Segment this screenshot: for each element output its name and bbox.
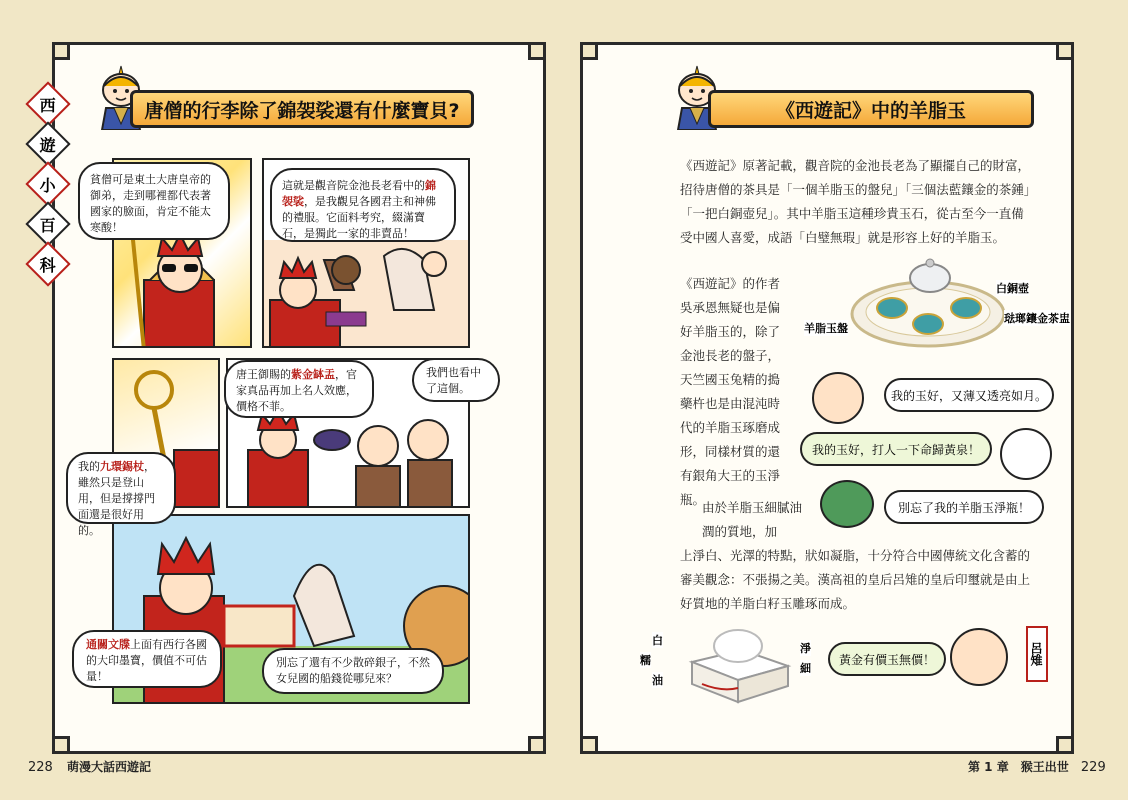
speech-bubble: [72, 630, 222, 688]
bubble-highlight: 通關文牒: [86, 638, 130, 651]
frame-corner: [1056, 42, 1074, 60]
speech-bubble: [412, 358, 500, 402]
tea-label-plate: 羊脂玉盤: [804, 322, 848, 335]
frame-corner: [528, 42, 546, 60]
left-header-title: 唐僧的行李除了錦袈裟還有什麼寶貝?: [130, 90, 474, 128]
seal-label-pure: 淨: [800, 642, 811, 655]
empress-name-tag: 呂雉: [1026, 626, 1048, 682]
bubble-text: 上面有西行各國的大印墨寶，價值不可估量！: [86, 638, 207, 683]
side-title-char: 百: [25, 201, 70, 246]
side-title-char: 西: [25, 81, 70, 126]
elder-face-icon: [812, 372, 864, 424]
chapter-title: 第 1 章 猴王出世: [968, 760, 1069, 774]
jade-seal-icon: [682, 622, 794, 706]
left-footer: [28, 758, 151, 775]
bubble-highlight: 九環錫杖: [100, 460, 144, 473]
jade-tea-set-icon: [848, 252, 1008, 352]
side-title-char: 科: [25, 241, 70, 286]
article-paragraph-1: 《西遊記》原著記載，觀音院的金池長老為了顯擺自己的財富，招待唐僧的茶具是「一個羊脂玉的盤兒」「三個法藍鑲金的茶鍾」「一把白銅壺兒」。其中羊脂玉這種珍貴玉石，從古至今一直備受中國人喜愛，成語「白璧無瑕」就是形容上好的羊脂玉。: [680, 158, 1031, 245]
frame-corner: [52, 736, 70, 754]
frame-corner: [580, 42, 598, 60]
side-title-char: 小: [25, 161, 70, 206]
frame-corner: [528, 736, 546, 754]
bubble-text: 這就是觀音院金池長老看中的: [282, 179, 425, 192]
speech-bubble: [66, 452, 176, 537]
speech-bubble: [224, 360, 374, 418]
speech-bubble: [270, 168, 456, 242]
quote-rabbit: 我的玉好，打人一下命歸黃泉！: [800, 432, 992, 466]
silver-horn-demon-face-icon: [820, 480, 874, 528]
speech-bubble: [78, 162, 230, 240]
frame-corner: [580, 736, 598, 754]
bubble-text: ，是我觀見各國君主和神佛的禮服。它面料考究，綴滿寶石，是獨此一家的非賣品！: [282, 195, 436, 240]
bubble-text: 別忘了還有不少散碎銀子，不然女兒國的船錢從哪兒來？: [276, 656, 430, 685]
jade-rabbit-face-icon: [1000, 428, 1052, 480]
bubble-text: ，官家真品再加上名人效應，價格不菲。: [236, 368, 357, 413]
seal-label-fine: 細: [800, 662, 811, 675]
right-page-number: 229: [1080, 760, 1106, 775]
bubble-text: 唐王御賜的: [236, 368, 291, 381]
speech-bubble: [262, 648, 444, 694]
right-header-title: 《西遊記》中的羊脂玉: [708, 90, 1034, 128]
article-paragraph-2: 《西遊記》的作者吳承恩無疑也是偏好羊脂玉的，除了金池長老的盤子，天竺國玉兔精的搗藥杵也是由混沌時代的羊脂玉琢磨成形，同樣材質的還有銀角大王的玉淨瓶。: [680, 276, 781, 507]
tea-label-cups: 琺瑯鑲金茶盅: [1004, 312, 1070, 325]
bubble-highlight: 錦袈裟: [282, 179, 436, 208]
book-title: 萌漫大話西遊記: [67, 760, 152, 774]
right-footer: [968, 758, 1106, 775]
tea-label-pot: 白銅壺: [996, 282, 1029, 295]
frame-corner: [52, 42, 70, 60]
empress-lv-zhi-face-icon: [950, 628, 1008, 686]
bubble-text: 我的: [78, 460, 100, 473]
bubble-text: 我們也看中了這個。: [426, 366, 481, 395]
seal-label-oily: 油: [652, 674, 663, 687]
quote-empress: 黃金有價玉無價！: [828, 642, 946, 676]
seal-label-white: 白: [652, 634, 663, 647]
frame-corner: [1056, 736, 1074, 754]
quote-elder: 我的玉好，又薄又透亮如月。: [884, 378, 1054, 412]
quote-demon: 別忘了我的羊脂玉淨瓶！: [884, 490, 1044, 524]
article-paragraph-3a: 由於羊脂玉細膩油潤的質地，加: [702, 500, 803, 539]
bubble-highlight: 紫金缽盂: [291, 368, 335, 381]
article-paragraph-3b: 上淨白、光澤的特點，狀如凝脂，十分符合中國傳統文化含蓄的審美觀念：不張揚之美。漢高祖的皇后呂雉的皇后印璽就是由上好質地的羊脂白籽玉雕琢而成。: [680, 548, 1031, 611]
bubble-text: 貧僧可是東土大唐皇帝的御弟，走到哪裡都代表著國家的臉面，肯定不能太寒酸！: [90, 173, 211, 234]
left-page-number: 228: [28, 760, 53, 775]
seal-label-glutinous: 糯: [640, 654, 651, 667]
bubble-text: ，雖然只是登山用，但是撐撐門面還是很好用的。: [78, 460, 155, 537]
side-title: [32, 88, 66, 288]
side-title-char: 遊: [25, 121, 70, 166]
